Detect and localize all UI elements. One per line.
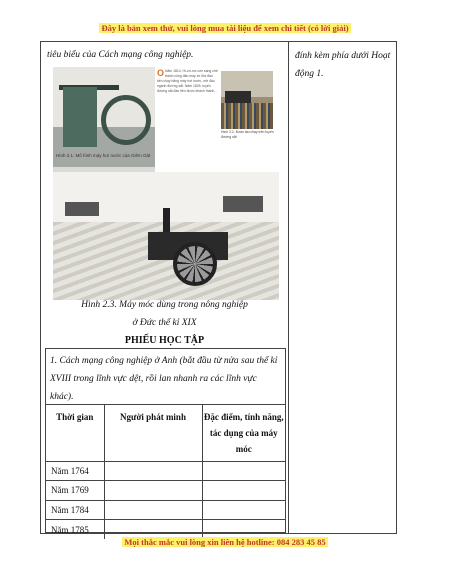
table-row: [46, 481, 285, 501]
textbook-page-image: [155, 67, 275, 155]
header-features: Đặc điểm, tính năng, tác dụng của máy móc: [202, 405, 285, 461]
worksheet-intro: 1. Cách mạng công nghiệp ở Anh (bắt đầu từ nửa sau thế kỉ XVIII trong lĩnh vực dệt, rồi lan nhanh ra các lĩnh vực khác).: [46, 349, 285, 405]
cell-year: Năm 1785: [46, 520, 104, 540]
header-time: Thời gian: [46, 405, 104, 461]
header-inventor: Người phát minh: [104, 405, 202, 461]
cell-inventor[interactable]: [104, 481, 202, 501]
preview-notice-banner: [0, 0, 450, 38]
steam-engine-photo: [53, 67, 155, 180]
cell-features[interactable]: [202, 500, 285, 520]
right-column: [289, 42, 397, 533]
table-header-row: [46, 405, 285, 461]
right-column-text: đính kèm phía dưới Hoạt động 1.: [295, 51, 391, 79]
drop-cap-icon: O: [157, 68, 165, 78]
figure-2-3-caption-line1: Hình 2.3. Máy móc dùng trong nông nghiệp: [81, 300, 248, 310]
textbook-page-text: O Năm 1814, Hi-vơ-nơ-xơn sáng chế thành công đầu máy xe lửa đầu tiên chạy bằng máy hơi nước, mở đầu ngành đường sắt. Năm 1825, tuyến đường sắt đầu tiên được khánh thành...: [157, 68, 218, 93]
cell-year: Năm 1769: [46, 481, 104, 501]
agricultural-machinery-photo: [53, 172, 279, 300]
figure-2-1-caption: Hình 2.1. Mô hình máy hơi nước của Giêm Oát: [56, 153, 151, 158]
worksheet-title: PHIẾU HỌC TẬP: [124, 335, 205, 346]
hotline-text: Mọi thắc mắc vui lòng xin liên hệ hotline: 084 283 45 85: [124, 537, 326, 547]
hotline-banner: [0, 535, 450, 549]
inventions-table: [46, 405, 285, 539]
cell-inventor[interactable]: [104, 461, 202, 481]
cell-inventor[interactable]: [104, 500, 202, 520]
left-column: [41, 42, 288, 533]
cell-year: Năm 1764: [46, 461, 104, 481]
left-intro-text: tiêu biểu của Cách mạng công nghiệp.: [47, 50, 194, 60]
figure-2-2-caption: Hình 2.2. Đoàn tàu chạy trên tuyến đường sắt: [221, 130, 274, 139]
table-row: [46, 500, 285, 520]
preview-notice-text: Đây là bản xem thử, vui lòng mua tài liệu để xem chi tiết (có lời giải): [101, 23, 349, 33]
cell-features[interactable]: [202, 461, 285, 481]
cell-year: Năm 1784: [46, 500, 104, 520]
table-row: [46, 461, 285, 481]
figure-2-3-caption-line2: ở Đức thế kỉ XIX: [132, 318, 197, 328]
lesson-table: [40, 41, 397, 534]
worksheet-box: [45, 348, 286, 533]
cell-features[interactable]: [202, 481, 285, 501]
train-crowd-illustration: [221, 71, 273, 129]
